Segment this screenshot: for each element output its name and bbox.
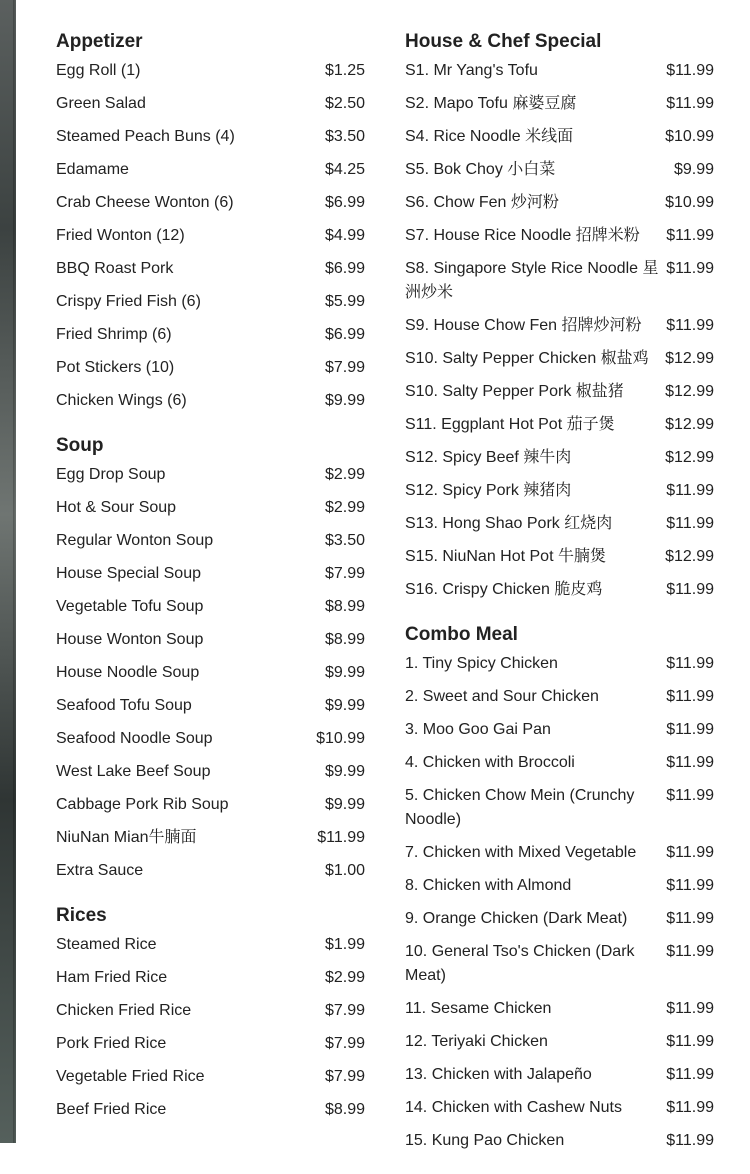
menu-item — [56, 933, 365, 957]
menu-item-price: $6.99 — [324, 260, 365, 277]
menu-item-name: Crab Cheese Wonton (6) — [56, 194, 234, 211]
menu-item-price: $11.99 — [666, 754, 714, 771]
menu-item-name: BBQ Roast Pork — [56, 260, 174, 277]
menu-item — [405, 59, 714, 83]
section-title: Combo Meal — [405, 624, 518, 645]
menu-item-name: 15. Kung Pao Chicken — [405, 1132, 565, 1149]
menu-item — [56, 760, 365, 784]
menu-item-price: $11.99 — [666, 62, 714, 79]
menu-item-price: $12.99 — [665, 548, 714, 565]
menu-item-name: Green Salad — [56, 95, 146, 112]
menu-item — [56, 1098, 365, 1122]
menu-section-rices — [56, 904, 365, 1122]
menu-item — [405, 685, 714, 709]
menu-item-name: Seafood Tofu Soup — [56, 697, 192, 714]
menu-item-price: $11.99 — [666, 1033, 714, 1050]
menu-item-price: $4.25 — [324, 161, 365, 178]
menu-item-name: Cabbage Pork Rib Soup — [56, 796, 229, 813]
menu-item-name: Vegetable Tofu Soup — [56, 598, 204, 615]
menu-item-name: 1. Tiny Spicy Chicken — [405, 655, 558, 672]
menu-item — [405, 545, 714, 569]
menu-item — [56, 191, 365, 215]
menu-item-price: $11.99 — [317, 829, 365, 846]
menu-item — [56, 463, 365, 487]
menu-item-price: $11.99 — [666, 581, 714, 598]
section-title: Rices — [56, 905, 107, 926]
menu-item-name: S13. Hong Shao Pork 红烧肉 — [405, 515, 613, 532]
menu-item-name: Vegetable Fried Rice — [56, 1068, 205, 1085]
menu-item — [56, 826, 365, 850]
menu-item-name: 2. Sweet and Sour Chicken — [405, 688, 599, 705]
menu-item — [56, 966, 365, 990]
menu-item — [56, 125, 365, 149]
menu-item — [56, 92, 365, 116]
menu-item — [405, 940, 714, 988]
menu-item — [56, 1065, 365, 1089]
menu-item-name: Steamed Rice — [56, 936, 157, 953]
menu-item-name: Fried Wonton (12) — [56, 227, 185, 244]
menu-item-name: S12. Spicy Pork 辣猪肉 — [405, 482, 572, 499]
menu-item-price: $6.99 — [324, 326, 365, 343]
menu-item — [405, 718, 714, 742]
menu-item-name: 12. Teriyaki Chicken — [405, 1033, 548, 1050]
menu-item-name: S1. Mr Yang's Tofu — [405, 62, 538, 79]
menu-item-price: $9.99 — [324, 664, 365, 681]
menu-item-name: Chicken Fried Rice — [56, 1002, 192, 1019]
menu-item-price: $2.50 — [324, 95, 365, 112]
menu-item — [56, 859, 365, 883]
menu-item — [405, 512, 714, 536]
menu-item-price: $10.99 — [316, 730, 365, 747]
menu-item-price: $6.99 — [324, 194, 365, 211]
menu-item — [405, 257, 714, 305]
menu-item-name: House Wonton Soup — [56, 631, 204, 648]
menu-item-price: $11.99 — [666, 1099, 714, 1116]
menu-item-name: S16. Crispy Chicken 脆皮鸡 — [405, 581, 603, 598]
menu-item-name: 8. Chicken with Almond — [405, 877, 572, 894]
menu-item-price: $11.99 — [666, 877, 714, 894]
menu-item-price: $11.99 — [666, 655, 714, 672]
menu-item-name: S8. Singapore Style Rice Noodle 星洲炒米 — [405, 260, 659, 301]
menu-column-right — [405, 30, 714, 1174]
menu-item — [56, 224, 365, 248]
menu-item-price: $12.99 — [665, 383, 714, 400]
menu-item-name: S2. Mapo Tofu 麻婆豆腐 — [405, 95, 577, 112]
menu-item-price: $2.99 — [324, 499, 365, 516]
menu-item-name: S6. Chow Fen 炒河粉 — [405, 194, 559, 211]
menu-item-price: $9.99 — [324, 796, 365, 813]
menu-item-name: House Noodle Soup — [56, 664, 200, 681]
menu-item — [56, 59, 365, 83]
menu-item-price: $10.99 — [665, 128, 714, 145]
menu-item — [56, 562, 365, 586]
menu-item — [405, 224, 714, 248]
menu-item-name: S7. House Rice Noodle 招牌米粉 — [405, 227, 640, 244]
menu-item — [56, 158, 365, 182]
menu-item — [56, 727, 365, 751]
menu-item-name: 5. Chicken Chow Mein (Crunchy Noodle) — [405, 787, 635, 828]
menu-item — [56, 257, 365, 281]
menu-item-name: House Special Soup — [56, 565, 201, 582]
menu-item-price: $11.99 — [666, 260, 714, 277]
menu-item-name: 4. Chicken with Broccoli — [405, 754, 575, 771]
section-title: Appetizer — [56, 31, 143, 52]
menu-item — [56, 389, 365, 413]
menu-item-price: $11.99 — [666, 482, 714, 499]
menu-item — [405, 997, 714, 1021]
menu-item-name: Steamed Peach Buns (4) — [56, 128, 235, 145]
menu-item-name: Egg Roll (1) — [56, 62, 141, 79]
menu-item-price: $8.99 — [324, 598, 365, 615]
menu-item-price: $7.99 — [324, 1002, 365, 1019]
menu-item-name: Egg Drop Soup — [56, 466, 166, 483]
section-title: Soup — [56, 435, 104, 456]
menu-item-price: $10.99 — [665, 194, 714, 211]
menu-item-price: $1.25 — [324, 62, 365, 79]
menu-item-price: $2.99 — [324, 969, 365, 986]
menu-item-name: Fried Shrimp (6) — [56, 326, 172, 343]
menu-item — [56, 999, 365, 1023]
menu-item-price: $1.00 — [324, 862, 365, 879]
menu-item-name: S4. Rice Noodle 米线面 — [405, 128, 574, 145]
menu-item-name: Beef Fried Rice — [56, 1101, 167, 1118]
menu-item — [405, 1030, 714, 1054]
menu-item-price: $7.99 — [324, 1035, 365, 1052]
menu-item-name: 10. General Tso's Chicken (Dark Meat) — [405, 943, 635, 984]
menu-item — [405, 841, 714, 865]
menu-item-price: $3.50 — [324, 532, 365, 549]
menu-item — [405, 479, 714, 503]
menu-item-price: $1.99 — [324, 936, 365, 953]
menu-item-name: West Lake Beef Soup — [56, 763, 211, 780]
menu-item-price: $4.99 — [324, 227, 365, 244]
menu-item — [56, 323, 365, 347]
menu-item-price: $9.99 — [673, 161, 714, 178]
menu-item-name: S10. Salty Pepper Pork 椒盐猪 — [405, 383, 624, 400]
menu-item — [405, 784, 714, 832]
menu-item-name: S11. Eggplant Hot Pot 茄子煲 — [405, 416, 615, 433]
menu-item-price: $11.99 — [666, 317, 714, 334]
menu-item — [56, 661, 365, 685]
menu-item-price: $11.99 — [666, 787, 714, 804]
menu-item — [405, 751, 714, 775]
menu-item-price: $5.99 — [324, 293, 365, 310]
menu-item — [405, 652, 714, 676]
menu-item — [405, 413, 714, 437]
menu-item — [405, 314, 714, 338]
menu-item — [56, 694, 365, 718]
menu-item-price: $11.99 — [666, 1066, 714, 1083]
menu-item — [405, 92, 714, 116]
background-photo-strip — [0, 0, 16, 1143]
menu-item-price: $11.99 — [666, 721, 714, 738]
menu-item-price: $7.99 — [324, 1068, 365, 1085]
menu-item-name: S9. House Chow Fen 招牌炒河粉 — [405, 317, 642, 334]
menu-item-name: Hot & Sour Soup — [56, 499, 177, 516]
menu-column-left — [56, 30, 365, 1143]
menu-item-name: 14. Chicken with Cashew Nuts — [405, 1099, 622, 1116]
menu-item — [56, 1032, 365, 1056]
menu-item — [405, 158, 714, 182]
menu-item-name: Seafood Noodle Soup — [56, 730, 213, 747]
menu-item — [405, 191, 714, 215]
menu-item — [405, 578, 714, 602]
menu-section-house-chef-special — [405, 30, 714, 602]
menu-item — [405, 907, 714, 931]
menu-item-price: $9.99 — [324, 392, 365, 409]
menu-item-price: $12.99 — [665, 449, 714, 466]
menu-item-name: 7. Chicken with Mixed Vegetable — [405, 844, 637, 861]
menu-item-price: $8.99 — [324, 1101, 365, 1118]
menu-item — [405, 125, 714, 149]
section-title: House & Chef Special — [405, 31, 602, 52]
menu-item — [405, 1129, 714, 1153]
menu-item-price: $11.99 — [666, 1000, 714, 1017]
menu-item-price: $12.99 — [665, 350, 714, 367]
menu-item-price: $9.99 — [324, 763, 365, 780]
menu-item — [405, 347, 714, 371]
menu-item-price: $11.99 — [666, 227, 714, 244]
menu-item-name: S12. Spicy Beef 辣牛肉 — [405, 449, 572, 466]
menu-item-name: Regular Wonton Soup — [56, 532, 214, 549]
menu-item-price: $12.99 — [665, 416, 714, 433]
menu-item-name: Pork Fried Rice — [56, 1035, 167, 1052]
menu-item-price: $3.50 — [324, 128, 365, 145]
menu-item — [56, 793, 365, 817]
menu-item — [405, 446, 714, 470]
menu-item-name: Pot Stickers (10) — [56, 359, 175, 376]
menu-item-price: $11.99 — [666, 910, 714, 927]
menu-item — [405, 1096, 714, 1120]
menu-item — [405, 1063, 714, 1087]
menu-item-name: Extra Sauce — [56, 862, 144, 879]
menu-item — [405, 874, 714, 898]
menu-item-name: Ham Fried Rice — [56, 969, 168, 986]
menu-item-name: S15. NiuNan Hot Pot 牛腩煲 — [405, 548, 606, 565]
menu-item-name: 3. Moo Goo Gai Pan — [405, 721, 551, 738]
menu-item-price: $11.99 — [666, 943, 714, 960]
menu-section-combo-meal — [405, 623, 714, 1153]
menu-item-price: $9.99 — [324, 697, 365, 714]
menu-section-appetizer — [56, 30, 365, 413]
menu-item-price: $7.99 — [324, 359, 365, 376]
menu-item-name: S5. Bok Choy 小白菜 — [405, 161, 556, 178]
menu-item — [56, 356, 365, 380]
menu-item-price: $11.99 — [666, 688, 714, 705]
menu-item — [56, 595, 365, 619]
menu-item-price: $11.99 — [666, 515, 714, 532]
menu-item-name: 11. Sesame Chicken — [405, 1000, 552, 1017]
menu-item-name: 9. Orange Chicken (Dark Meat) — [405, 910, 628, 927]
menu-item-name: NiuNan Mian牛腩面 — [56, 829, 197, 846]
menu-item-name: S10. Salty Pepper Chicken 椒盐鸡 — [405, 350, 649, 367]
menu-section-soup — [56, 434, 365, 883]
menu-item-name: 13. Chicken with Jalapeño — [405, 1066, 592, 1083]
menu-item — [405, 380, 714, 404]
menu-item-name: Crispy Fried Fish (6) — [56, 293, 201, 310]
menu-item — [56, 529, 365, 553]
menu-item-name: Chicken Wings (6) — [56, 392, 187, 409]
menu-item-price: $11.99 — [666, 95, 714, 112]
menu-item-price: $11.99 — [666, 1132, 714, 1149]
menu-item — [56, 496, 365, 520]
menu-item-name: Edamame — [56, 161, 129, 178]
menu-item-price: $2.99 — [324, 466, 365, 483]
menu-item-price: $11.99 — [666, 844, 714, 861]
menu-item-price: $7.99 — [324, 565, 365, 582]
menu-item — [56, 628, 365, 652]
menu-item-price: $8.99 — [324, 631, 365, 648]
menu-item — [56, 290, 365, 314]
